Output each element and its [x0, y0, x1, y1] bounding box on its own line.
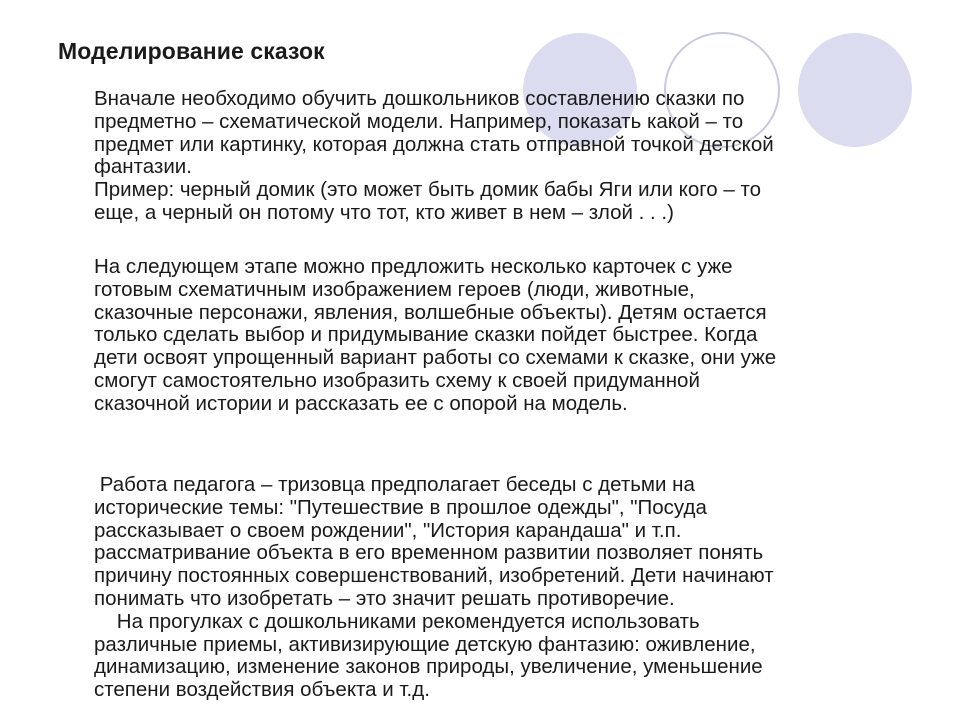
- paragraph-line: степени воздействия объекта и т.д.: [94, 678, 430, 702]
- paragraph-line: различные приемы, активизирующие детскую фантазию: оживление,: [94, 632, 756, 656]
- paragraph-line: рассказывает о своем рождении", "История карандаша" и т.п.: [94, 518, 682, 542]
- paragraph-line: фантазии.: [94, 155, 192, 179]
- decorative-circle: [798, 33, 912, 147]
- slide-title: Моделирование сказок: [58, 38, 325, 64]
- paragraph-line: предметно – схематической модели. Например, показать какой – то: [94, 109, 744, 133]
- paragraph-line: смогут самостоятельно изобразить схему к своей придуманной: [94, 368, 700, 392]
- paragraph-line: Работа педагога – тризовца предполагает беседы с детьми на: [94, 473, 695, 496]
- paragraph-line: Вначале необходимо обучить дошкольников составлению сказки по: [94, 87, 745, 110]
- paragraph-intro-modeling: [94, 88, 774, 225]
- paragraph-triz-teacher-work: [94, 474, 774, 702]
- paragraph-next-stage-cards: [94, 256, 776, 416]
- paragraph-line: динамизацию, изменение законов природы, увеличение, уменьшение: [94, 655, 763, 679]
- paragraph-line: На прогулках с дошкольниками рекомендуется использовать: [94, 609, 700, 633]
- paragraph-line: сказочные персонажи, явления, волшебные объекты). Детям остается: [94, 300, 767, 324]
- paragraph-line: дети освоят упрощенный вариант работы со схемами к сказке, они уже: [94, 346, 777, 370]
- paragraph-line: сказочной истории и рассказать ее с опорой на модель.: [94, 391, 628, 415]
- paragraph-line: только сделать выбор и придумывание сказки пойдет быстрее. Когда: [94, 323, 758, 347]
- paragraph-line: На следующем этапе можно предложить несколько карточек с уже: [94, 255, 733, 278]
- paragraph-line: исторические темы: "Путешествие в прошлое одежды", "Посуда: [94, 495, 707, 519]
- paragraph-line: готовым схематичным изображением героев (люди, животные,: [94, 277, 695, 301]
- paragraph-line: рассматривание объекта в его временном развитии позволяет понять: [94, 541, 764, 565]
- paragraph-line: причину постоянных совершенствований, изобретений. Дети начинают: [94, 564, 774, 588]
- paragraph-line: понимать что изобретать – это значит решать противоречие.: [94, 586, 675, 610]
- paragraph-line: еще, а черный он потому что тот, кто живет в нем – злой . . .): [94, 200, 674, 224]
- paragraph-line: Пример: черный домик (это может быть домик бабы Яги или кого – то: [94, 178, 762, 202]
- paragraph-line: предмет или картинку, которая должна стать отправной точкой детской: [94, 132, 774, 156]
